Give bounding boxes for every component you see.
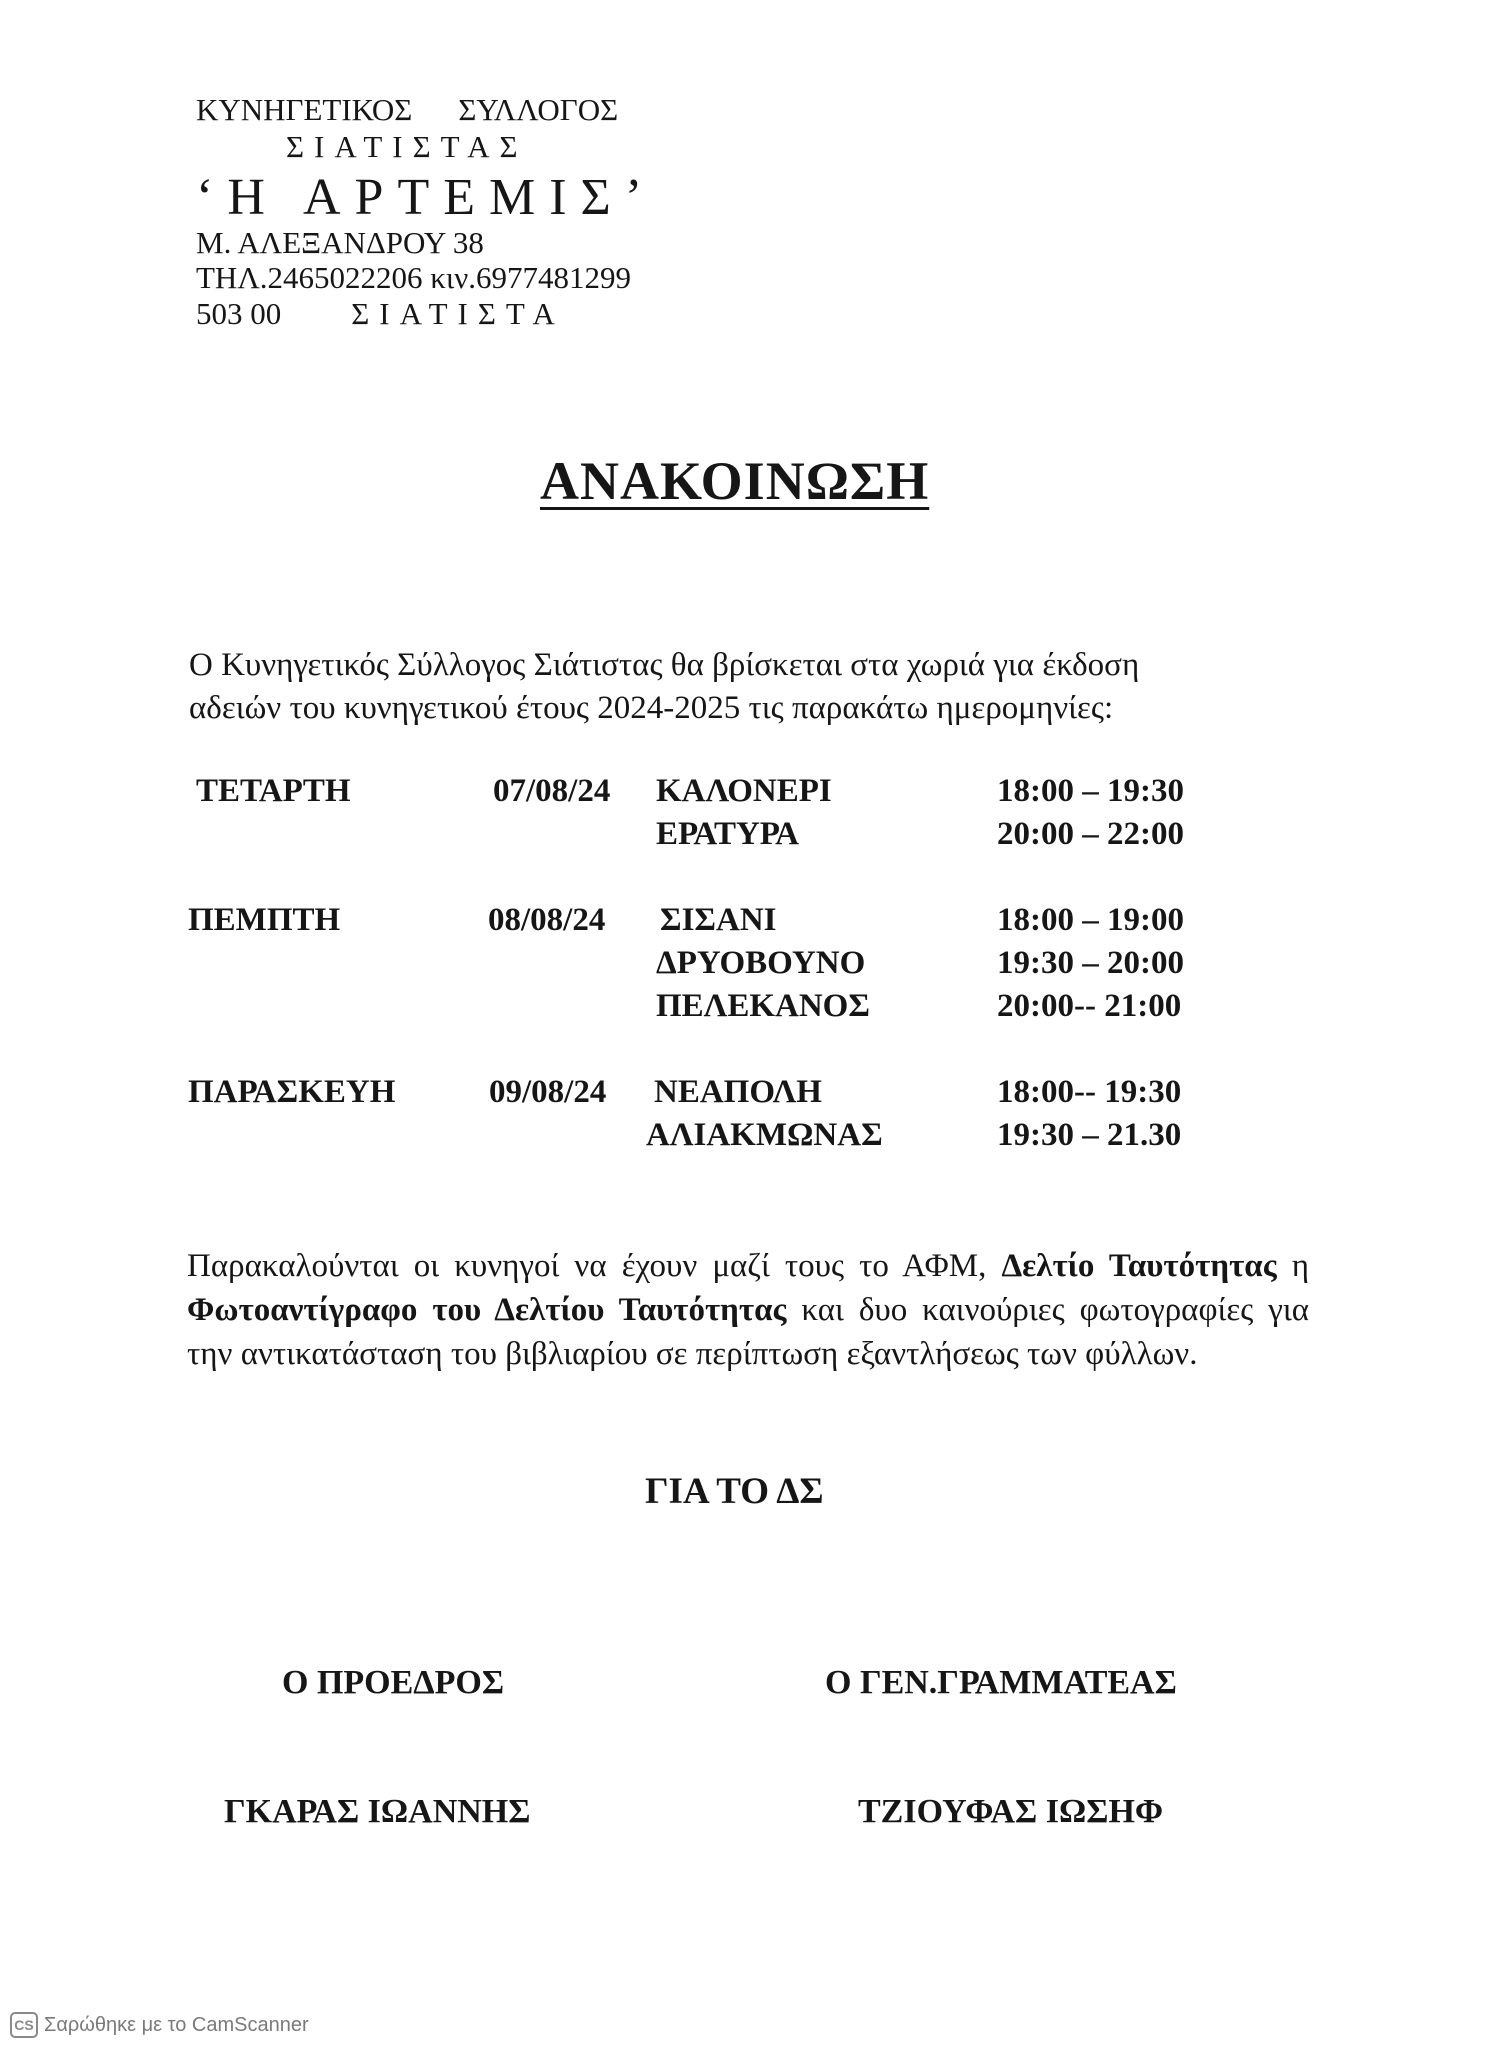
- announcement-title: ΑΝΑΚΟΙΝΩΣΗ: [540, 451, 930, 511]
- intro-line-1: Ο Κυνηγετικός Σύλλογος Σιάτιστας θα βρίσκεται στα χωριά για έκδοση: [189, 647, 1140, 683]
- notice-text: και δυο καινούριες φωτογραφίες για την αντικατάσταση του βιβλιαρίου σε περίπτωση εξαντλήσεως των φύλλων.: [187, 1292, 1309, 1372]
- schedule-time: 19:30 – 20:00: [997, 945, 1184, 981]
- postcode: 503 00: [196, 296, 282, 331]
- schedule-village: ΑΛΙΑΚΜΩΝΑΣ: [646, 1117, 883, 1153]
- club-word: ΣΥΛΛΟΓΟΣ: [458, 92, 619, 127]
- schedule-village: ΣΙΣΑΝΙ: [660, 902, 777, 938]
- notice-text: Παρακαλούνται οι κυνηγοί να έχουν μαζί τους το ΑΦΜ,: [187, 1248, 1002, 1284]
- schedule-day: ΤΕΤΑΡΤΗ: [196, 773, 351, 809]
- club-postal: [196, 298, 565, 329]
- schedule-day: ΠΑΡΑΣΚΕΥΗ: [188, 1074, 396, 1110]
- city: ΣΙΑΤΙΣΤΑ: [351, 296, 565, 331]
- schedule-date: 08/08/24: [488, 902, 606, 938]
- club-name-line1: [196, 94, 618, 125]
- club-phone: ΤΗΛ.2465022206 κιν.6977481299: [196, 260, 632, 295]
- schedule-village: ΝΕΑΠΟΛΗ: [654, 1074, 822, 1110]
- schedule-date: 07/08/24: [493, 773, 611, 809]
- camscanner-logo-icon: CS: [10, 2012, 38, 2038]
- schedule-time: 18:00 – 19:00: [997, 902, 1184, 938]
- president-title: Ο ΠΡΟΕΔΡΟΣ: [282, 1664, 505, 1701]
- schedule-time: 18:00-- 19:30: [997, 1074, 1182, 1110]
- secretary-name: ΤΖΙΟΥΦΑΣ ΙΩΣΗΦ: [858, 1793, 1164, 1830]
- schedule-time: 19:30 – 21.30: [997, 1117, 1182, 1153]
- schedule-village: ΕΡΑΤΥΡΑ: [656, 816, 799, 852]
- club-title: ‘Η ΑΡΤΕΜΙΣ’: [196, 169, 657, 226]
- scanner-watermark: [10, 2012, 309, 2038]
- schedule-time: 18:00 – 19:30: [997, 773, 1184, 809]
- scanner-text: Σαρώθηκε με το CamScanner: [44, 2013, 309, 2036]
- notice-text: η: [1276, 1248, 1309, 1284]
- schedule-village: ΠΕΛΕΚΑΝΟΣ: [656, 988, 870, 1024]
- schedule-time: 20:00-- 21:00: [997, 988, 1182, 1024]
- club-town: ΣΙΑΤΙΣΤΑΣ: [286, 129, 528, 164]
- president-name: ΓΚΑΡΑΣ ΙΩΑΝΝΗΣ: [224, 1793, 531, 1830]
- schedule-date: 09/08/24: [489, 1074, 607, 1110]
- club-type: ΚΥΝΗΓΕΤΙΚΟΣ: [196, 92, 413, 127]
- schedule-day: ΠΕΜΠΤΗ: [188, 902, 341, 938]
- notice-emphasis: Δελτίο Ταυτότητας: [1001, 1248, 1277, 1284]
- club-address: Μ. ΑΛΕΞΑΝΔΡΟΥ 38: [196, 225, 484, 260]
- schedule-village: ΔΡΥΟΒΟΥΝΟ: [656, 945, 866, 981]
- intro-line-2: αδειών του κυνηγετικού έτους 2024-2025 τις παρακάτω ημερομηνίες:: [189, 690, 1114, 726]
- secretary-title: Ο ΓΕΝ.ΓΡΑΜΜΑΤΕΑΣ: [825, 1664, 1177, 1701]
- schedule-village: ΚΑΛΟΝΕΡΙ: [656, 773, 832, 809]
- notice-paragraph: [187, 1244, 1309, 1376]
- board-label: ΓΙΑ ΤΟ ΔΣ: [645, 1471, 824, 1512]
- notice-emphasis: Φωτοαντίγραφο του Δελτίου Ταυτότητας: [187, 1292, 787, 1328]
- schedule-time: 20:00 – 22:00: [997, 816, 1184, 852]
